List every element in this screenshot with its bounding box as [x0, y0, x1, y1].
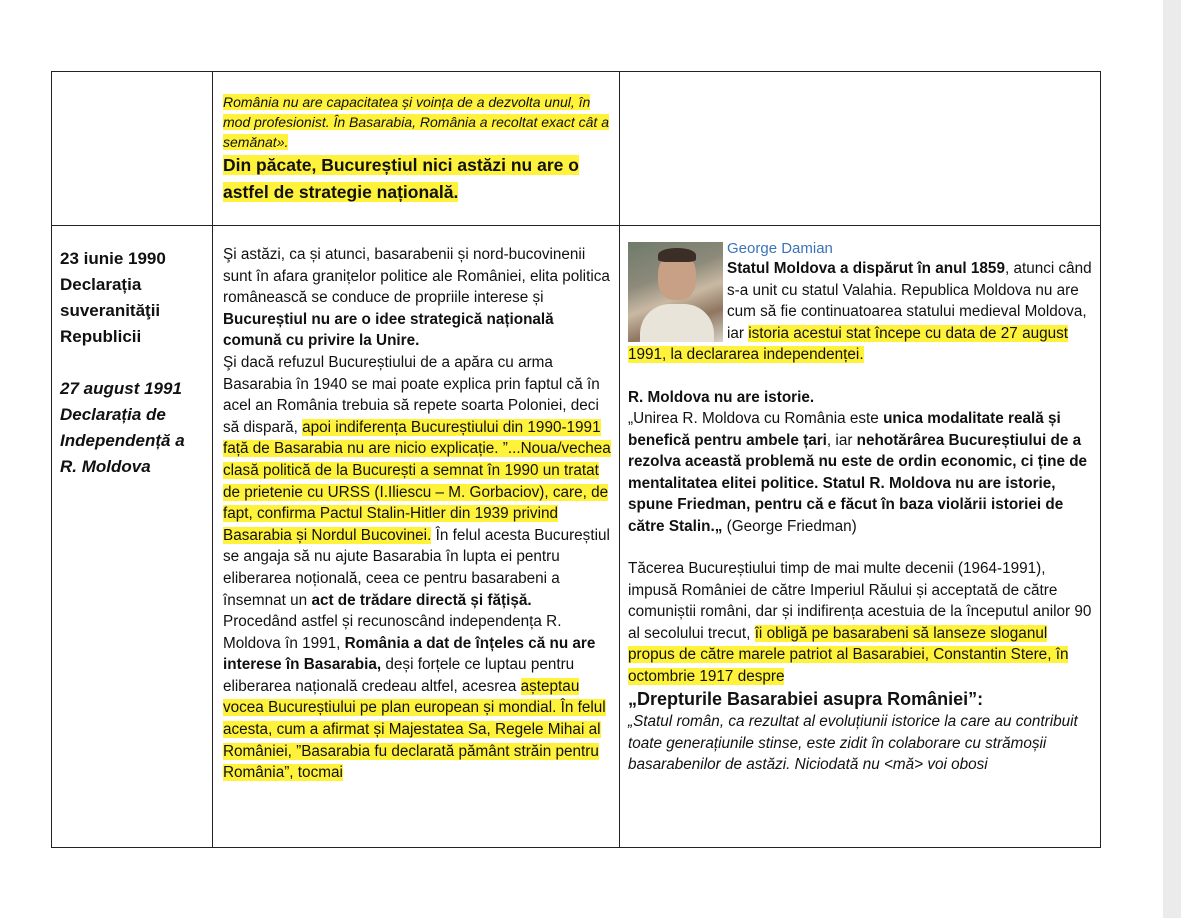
bold-text: România a dat de înțeles că nu are interese în Basarabia,: [223, 634, 596, 674]
highlighted-text: apoi indiferența Bucureștiului din 1990-1991 față de Basarabia nu are nicio explicație.: [223, 418, 601, 458]
text-run: Procedând astfel și recunoscând independența R. Moldova în 1991,: [223, 613, 562, 652]
section-heading: R. Moldova nu are istorie.: [628, 388, 815, 406]
event-heading: Declarația suveranităţii Republicii: [60, 275, 161, 346]
highlighted-text: istoria acestui stat începe cu data de 27 august 1991, la declararea independenței.: [628, 324, 1068, 363]
text-run: Şi dacă refuzul Bucureștiului de a apăra cu arma Basarabia în 1940 se mai poate explica prin faptul că în acel an România trebuia să repete soarta Poloniei, deci să dispară,: [223, 353, 600, 436]
date-heading: 27 august 1991: [60, 379, 182, 398]
quote-text: „Statul român, ca rezultat al evoluțiunii istorice la care au contribuit toate generațiunile stinse, este zidit în colaborare cu strămoșii basarabenilor de astăzi. Niciodată nu <mă> voi obosi: [628, 713, 1078, 773]
highlighted-statement: Din păcate, Bucureștiul nici astăzi nu are o astfel de strategie națională.: [223, 155, 579, 202]
history-table: [51, 71, 1101, 848]
quote-heading: „Drepturile Basarabiei asupra României”:: [628, 689, 984, 709]
author-link[interactable]: George Damian: [727, 240, 833, 257]
text-run: În felul acesta Bucureștiul se angaja să nu ajute Basarabia în lupta ei pentru eliberarea noțională, ceea ce pentru basarabeni a însemnat un: [223, 526, 610, 609]
bold-text: unica modalitate reală și benefică pentru ambele țari: [628, 410, 1061, 449]
author-photo: [628, 242, 723, 342]
table-cell-sources: [620, 226, 1101, 848]
event-heading: Declarația de Independență a R. Moldova: [60, 405, 185, 476]
text-run: „Unirea R. Moldova cu România este: [628, 410, 884, 427]
paragraph: [223, 244, 613, 352]
date-heading: 23 iunie 1990: [60, 249, 166, 268]
highlighted-quote: România nu are capacitatea și voința de a dezvolta unul, în mod profesionist. În Basarabia, România a recoltat exact cât a semănat».: [223, 94, 609, 150]
bold-text: Bucureștiul nu are o idee strategică națională comună cu privire la Unire.: [223, 310, 554, 350]
table-cell: [213, 72, 620, 226]
text-run: Tăcerea Bucureștiului timp de mai multe decenii (1964-1991), impusă României de către Imperiul Răului și acceptată de către comuniștii români, dar și indifirența acestuia de la începutul anilor 90 al secolului trecut,: [628, 560, 1092, 642]
text-run: Şi astăzi, ca și atunci, basarabenii și nord-bucovinenii sunt în afara granițelor politice ale României, elita politica românească se conduce de propriile interese și: [223, 246, 610, 307]
bold-text: Statul Moldova a dispărut în anul 1859: [727, 260, 1005, 277]
paragraph: [628, 408, 1094, 537]
table-row: [52, 72, 1101, 226]
text-run: , iar: [826, 431, 857, 449]
table-row: [52, 226, 1101, 848]
table-cell-commentary: [213, 226, 620, 848]
highlighted-text: așteptau vocea Bucureștiului pe plan european și mondial. În felul acesta, cum a afirmat și Majestatea Sa, Regele Mihai al României, ”Basarabia fu declarată pământ străin pentru România”, tocmai: [223, 677, 606, 782]
table-cell-dates: [52, 226, 213, 848]
text-run: deși forțele ce luptau pentru eliberarea națională credeau altfel, acesrea: [223, 656, 575, 695]
table-cell-empty: [52, 72, 213, 226]
text-run: , atunci când s-a unit cu statul Valahia. Republica Moldova nu are cum să fie continuatoarea statului medieval Moldova, iar: [727, 260, 1092, 342]
highlighted-text: îi obligă pe basarabeni să lanseze sloganul propus de către marele patriot al Basarabiei, Constantin Stere, în octombrie 1917 despre: [628, 624, 1069, 685]
bold-text: nehotărârea Bucureștiului de a rezolva această problemă nu este de ordin economic, ci ține de mentalitatea elitei politice. Statul R. Moldova nu are istorie, spune Friedman, pentru că e făcut în baza violării istoriei de către Stalin.„: [628, 431, 1088, 535]
bold-text: act de trădare directă și fățișă.: [311, 591, 532, 609]
paragraph: [628, 558, 1094, 687]
paragraph: [223, 352, 613, 611]
text-run: (George Friedman): [722, 517, 857, 535]
table-cell-empty: [620, 72, 1101, 226]
paragraph: [223, 611, 613, 784]
highlighted-text: ”...Noua/vechea clasă politică de la București a semnat în 1990 un tratat de prietenie cu URSS (I.Iliescu – M. Gorbaciov), care, de fapt, confirma Pactul Stalin-Hitler din 1939 privind Basarabia și Nordul Bucovinei.: [223, 440, 611, 544]
